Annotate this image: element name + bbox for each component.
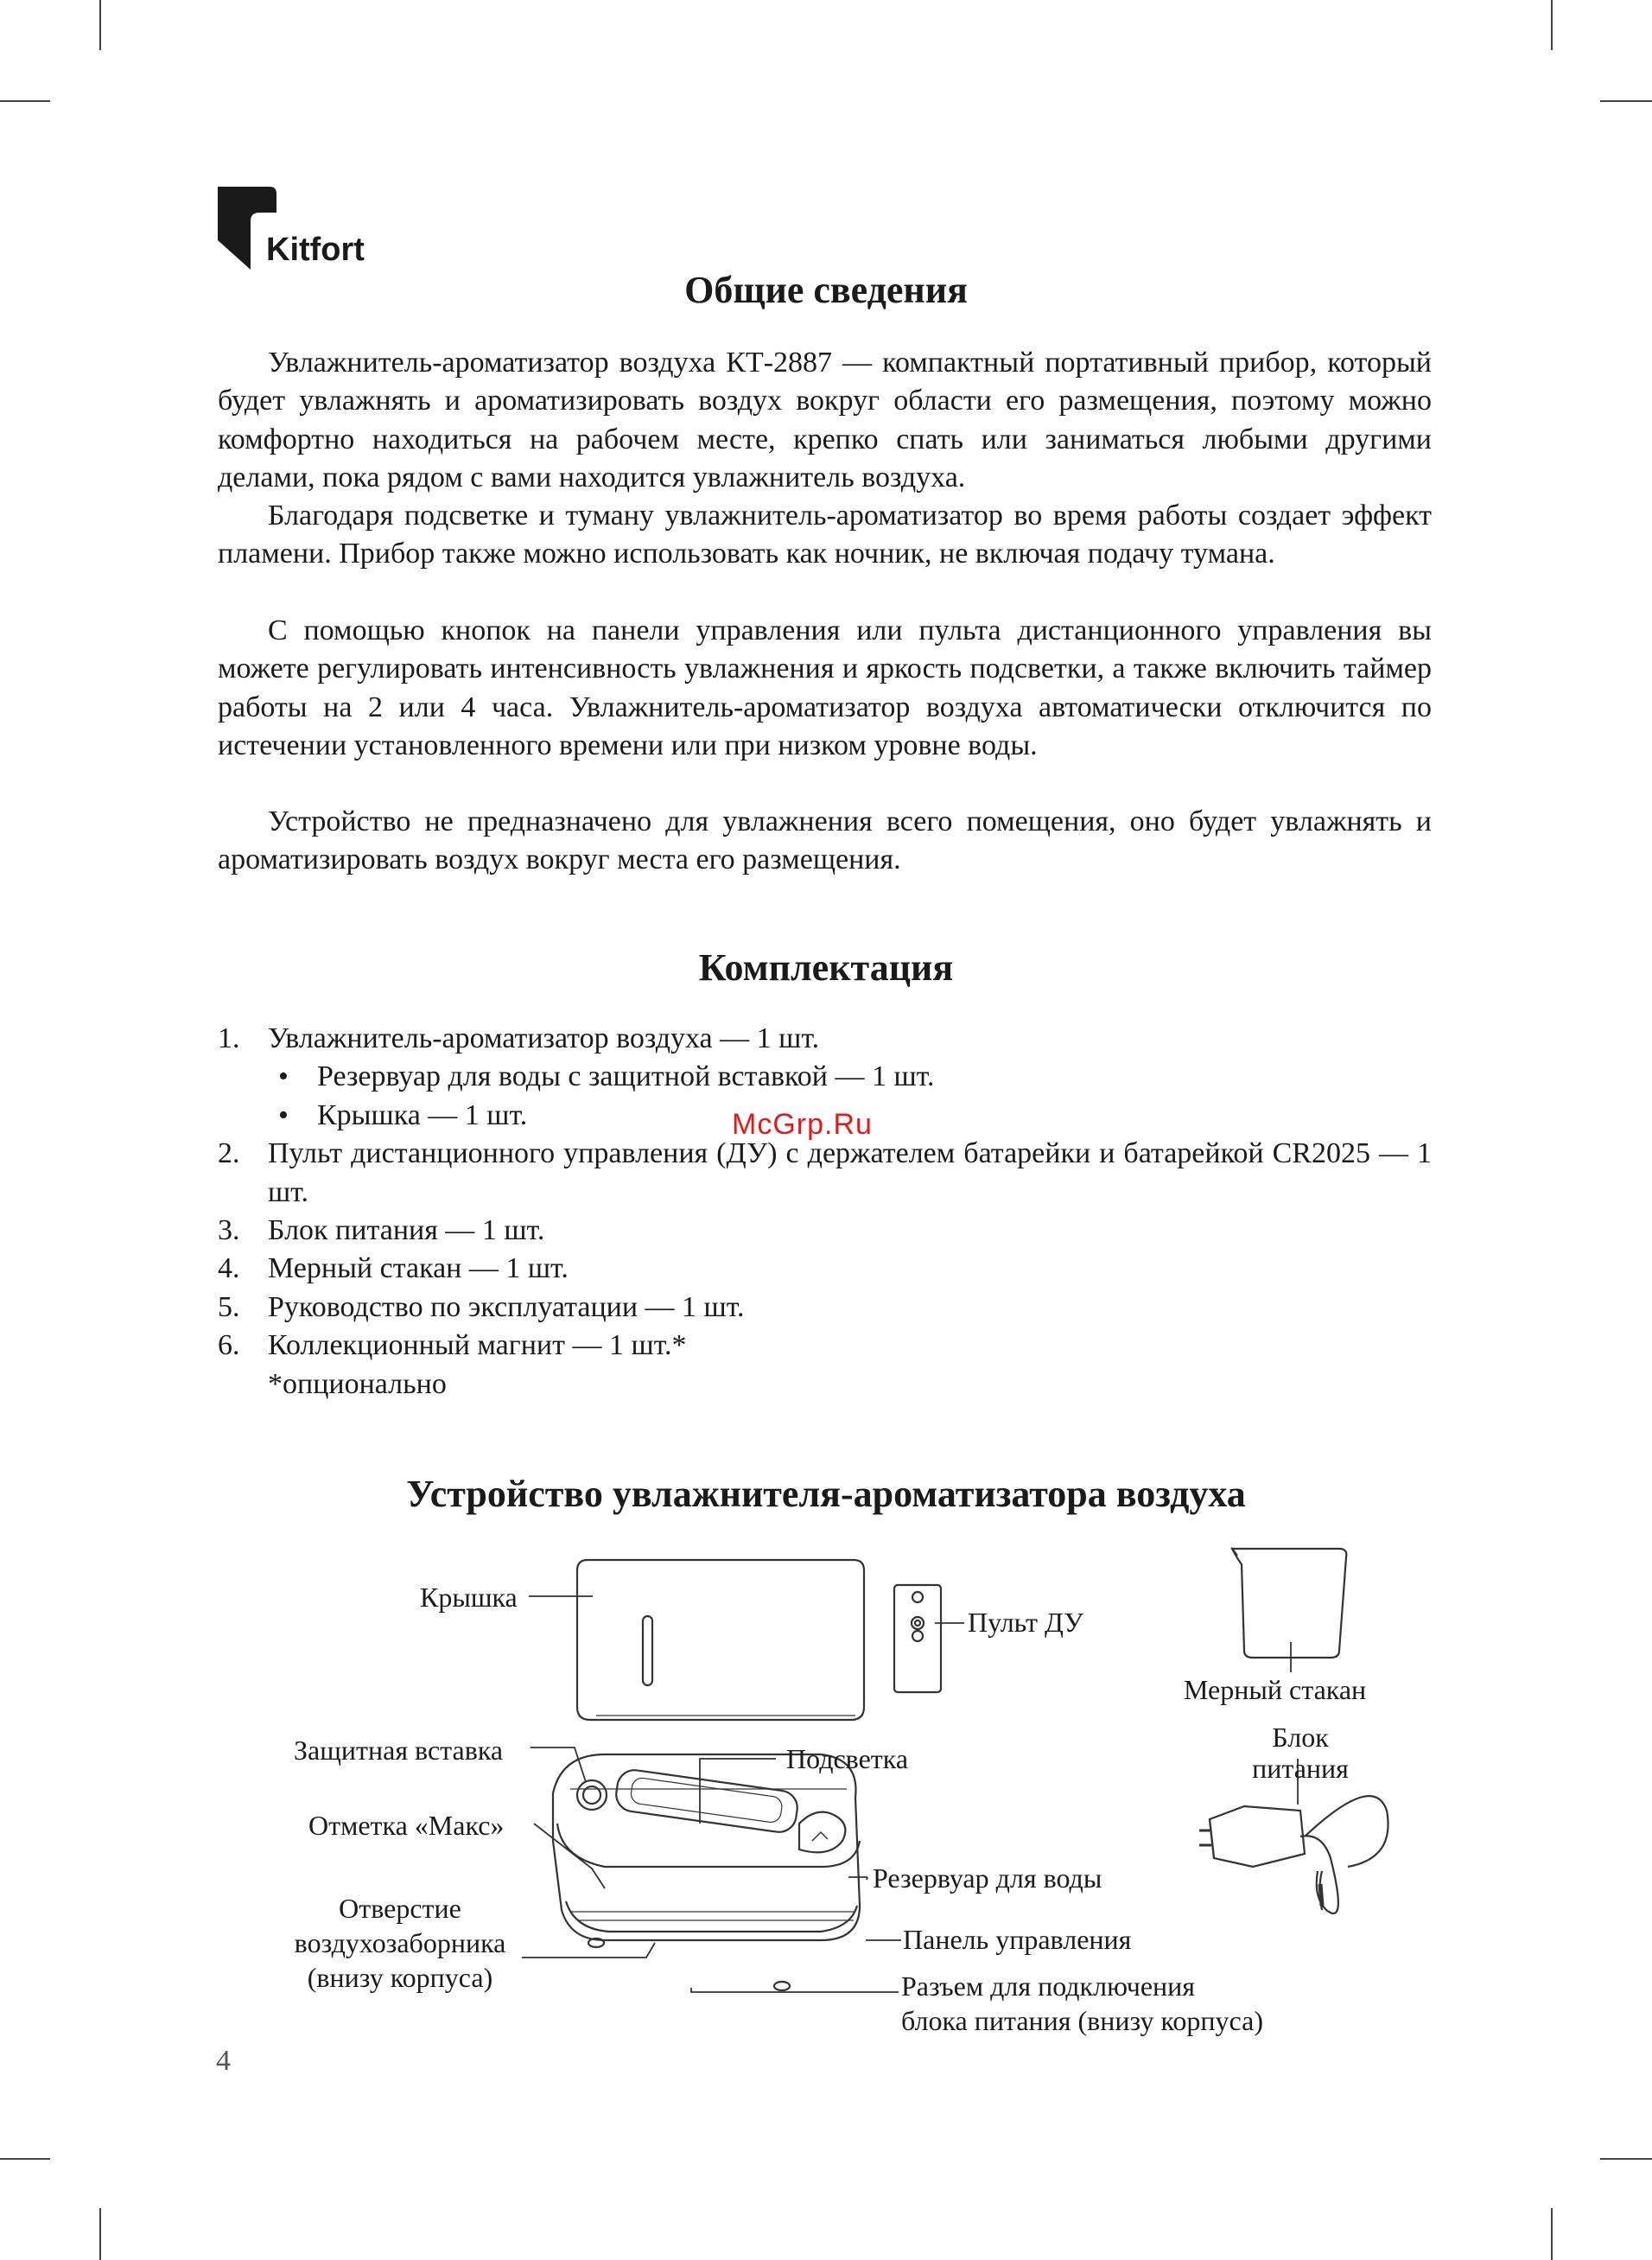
list-item: 3. Блок питания — 1 шт. <box>218 1214 545 1247</box>
measuring-cup-illustration <box>1232 1549 1346 1658</box>
power-unit-illustration <box>1199 1796 1388 1913</box>
watermark: McGrp.Ru <box>732 1108 873 1141</box>
section-title-general: Общие сведения <box>684 269 968 311</box>
humidifier-illustration <box>553 1754 860 1990</box>
list-item: 4. Мерный стакан — 1 шт. <box>218 1252 569 1285</box>
label-air-intake: Отверстие воздухозаборника (внизу корпуса) <box>294 1893 506 1993</box>
lid-illustration <box>577 1560 864 1720</box>
paragraph: Увлажнитель-ароматизатор воздуха КТ-2887 — компактный портативный прибор, который будет увлажнять и ароматизировать воздух вокруг области его размещения, поэтому можно комфортно находиться на рабочем месте, крепко спать или заниматься любыми другими делами, пока рядом с вами находится увлажнитель воздуха. <box>218 347 1432 494</box>
label-backlight: Подсветка <box>786 1743 909 1774</box>
list-item: • Крышка — 1 шт. <box>278 1098 528 1131</box>
list-item: • Резервуар для воды с защитной вставкой — 1 шт. <box>278 1060 935 1093</box>
list-item: 6. Коллекционный магнит — 1 шт.* <box>218 1329 687 1362</box>
label-remote: Пульт ДУ <box>968 1607 1083 1638</box>
label-water-tank: Резервуар для воды <box>873 1862 1102 1894</box>
label-protective-insert: Защитная вставка <box>294 1735 504 1766</box>
list-item: 5. Руководство по эксплуатации — 1 шт. <box>218 1290 745 1323</box>
label-measuring-cup: Мерный стакан <box>1184 1674 1367 1705</box>
label-max-mark: Отметка «Макс» <box>308 1810 505 1841</box>
section-title-contents: Комплектация <box>698 946 954 989</box>
page-number: 4 <box>216 2045 231 2077</box>
label-power-unit: Блок питания <box>1252 1722 1349 1784</box>
list-item: 1. Увлажнитель-ароматизатор воздуха — 1 шт. <box>218 1022 820 1054</box>
label-control-panel: Панель управления <box>903 1924 1132 1955</box>
paragraph: Благодаря подсветке и туману увлажнитель-ароматизатор во время работы создает эффект пламени. Прибор также можно использовать как ночник, не включая подачу тумана. <box>218 500 1432 570</box>
label-lid: Крышка <box>420 1582 518 1613</box>
section-title-device: Устройство увлажнителя-ароматизатора воздуха <box>406 1473 1246 1515</box>
remote-illustration <box>894 1585 941 1692</box>
footnote: *опционально <box>268 1367 447 1400</box>
paragraph: Устройство не предназначено для увлажнения всего помещения, оно будет увлажнять и ароматизировать воздух вокруг места его размещения. <box>218 805 1432 876</box>
list-item: 2. Пульт дистанционного управления (ДУ) с держателем батарейки и батарейкой CR2025 — 1 шт. <box>218 1137 1432 1208</box>
brand-name: Kitfort <box>266 232 365 268</box>
label-connector: Разъем для подключения блока питания (внизу корпуса) <box>901 1970 1263 2036</box>
paragraph: С помощью кнопок на панели управления или пульта дистанционного управления вы можете регулировать интенсивность увлажнения и яркость подсветки, а также включить таймер работы на 2 или 4 часа. Увлажнитель-ароматизатор воздуха автоматически отключится по истечении установленного времени или при низком уровне воды. <box>218 614 1432 762</box>
